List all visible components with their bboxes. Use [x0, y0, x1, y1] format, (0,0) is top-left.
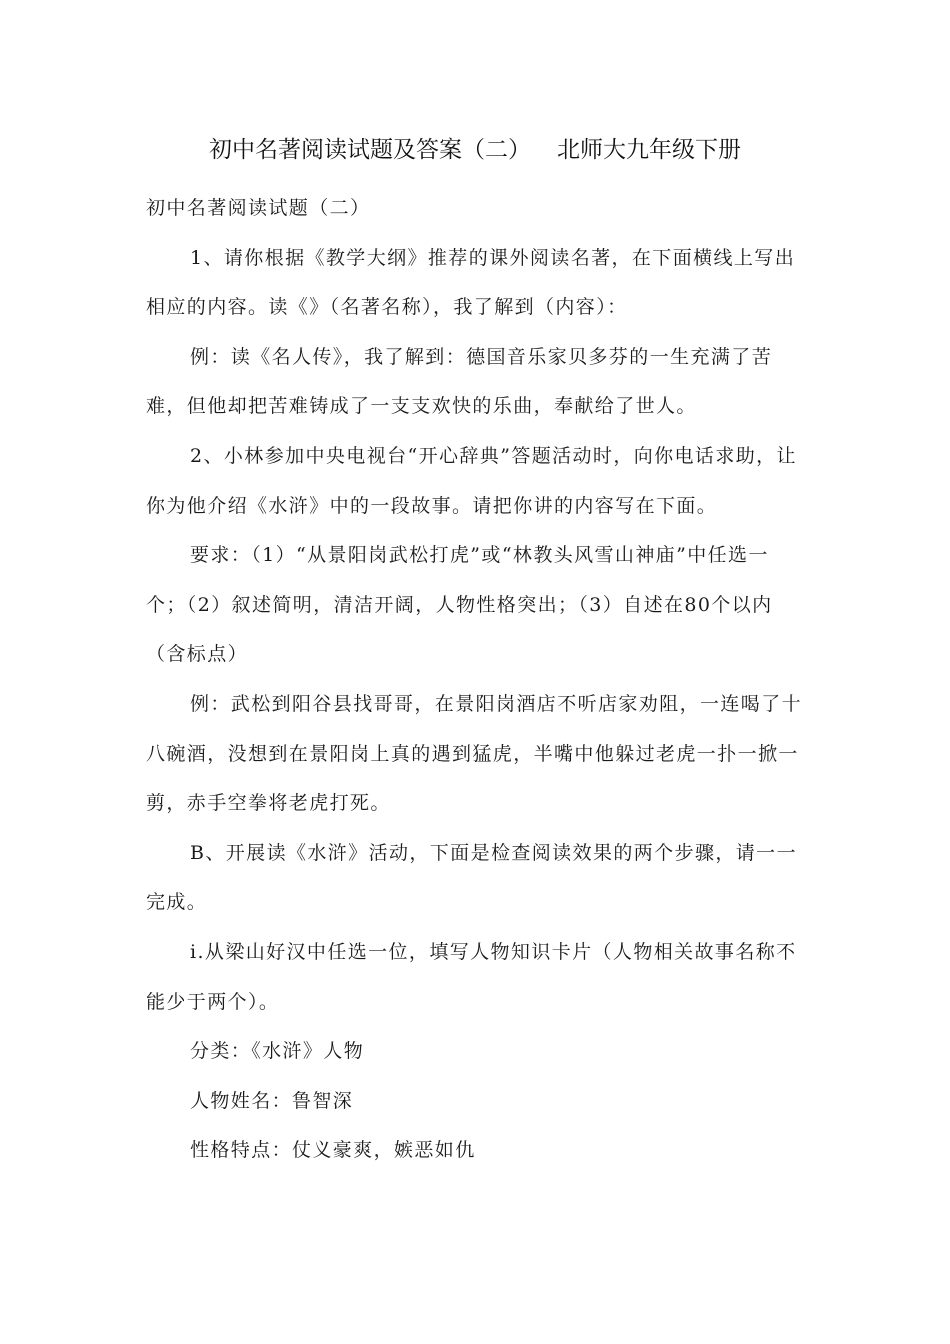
card-name: 人物姓名：鲁智深: [190, 1089, 354, 1112]
document-title: [0, 134, 950, 166]
question-b: B、开展读《水浒》活动，下面是检查阅读效果的两个步骤，请一一完成。: [146, 841, 797, 914]
question-1: 1、请你根据《教学大纲》推荐的课外阅读名著，在下面横线上写出相应的内容。读《》（名著名称），我了解到（内容）：: [146, 246, 796, 319]
section-heading: 初中名著阅读试题（二）: [146, 197, 371, 219]
title-sub: 北师大九年级下册: [557, 137, 741, 163]
title-main: 初中名著阅读试题及答案（二）: [209, 137, 531, 163]
card-traits: 性格特点：仗义豪爽，嫉恶如仇: [190, 1139, 476, 1162]
question-2-requirement: 要求：（1）“从景阳岗武松打虎”或“林教头风雪山神庙”中任选一个；（2）叙述简明，清洁开阔，人物性格突出；（3）自述在80个以内（含标点）: [146, 544, 773, 666]
question-2-example: 例：武松到阳谷县找哥哥，在景阳岗酒店不听店家劝阻，一连喝了十八碗酒，没想到在景阳岗上真的遇到猛虎，半嘴中他躲过老虎一扑一掀一剪，赤手空拳将老虎打死。: [146, 692, 803, 815]
card-category: 分类：《水浒》人物: [190, 1040, 365, 1063]
question-1-example: 例：读《名人传》，我了解到：德国音乐家贝多芬的一生充满了苦难，但他却把苦难铸成了一支支欢快的乐曲，奉献给了世人。: [146, 345, 773, 418]
question-b-i: i.从梁山好汉中任选一位，填写人物知识卡片（人物相关故事名称不能少于两个）。: [146, 940, 797, 1013]
document-body: [146, 184, 808, 1176]
question-2: 2、小林参加中央电视台“开心辞典”答题活动时，向你电话求助，让你为他介绍《水浒》中的一段故事。请把你讲的内容写在下面。: [146, 444, 797, 517]
